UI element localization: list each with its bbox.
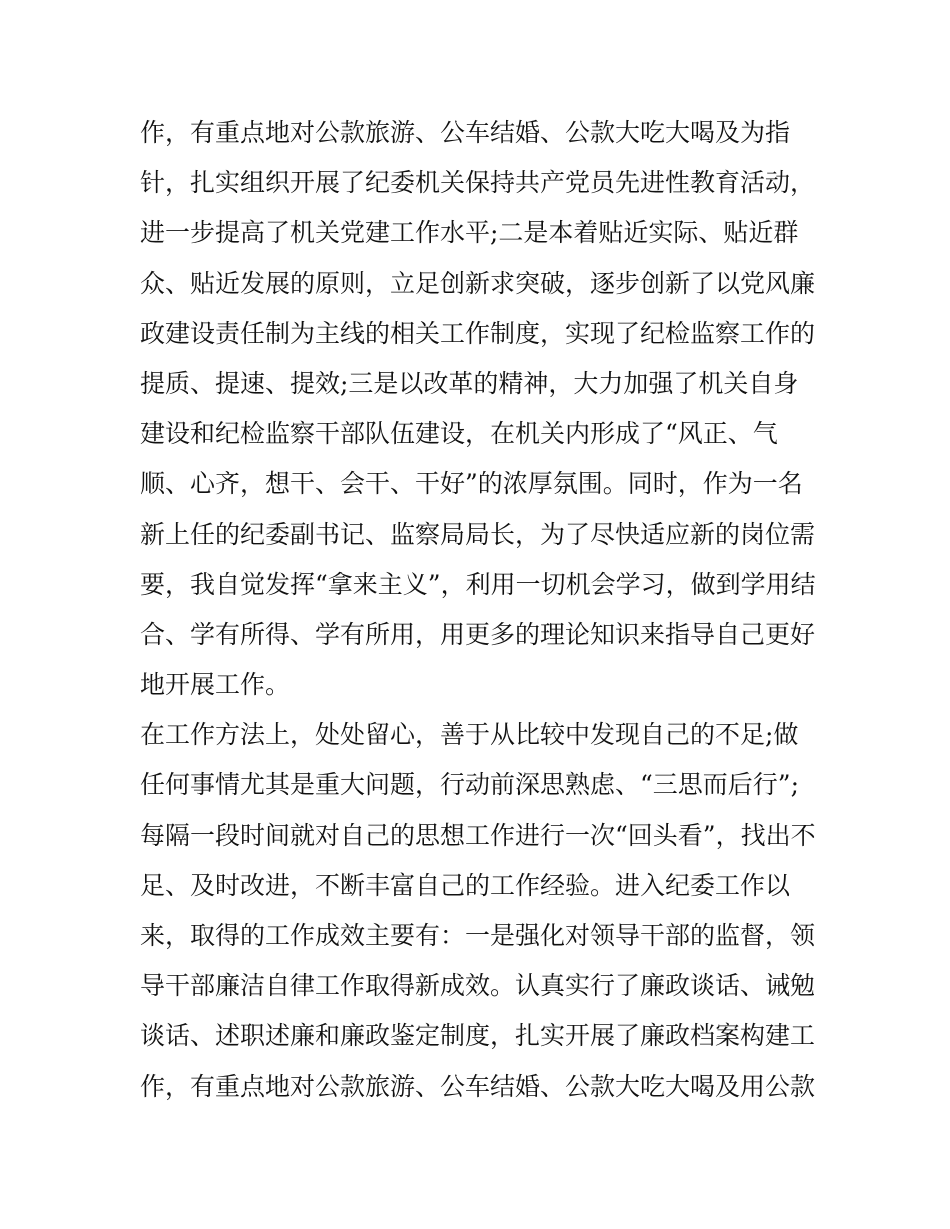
text-line: 任何事情尤其是重大问题，行动前深思熟虑、“三思而后行”; [140, 770, 799, 800]
text-line: 新上任的纪委副书记、监察局局长，为了尽快适应新的岗位需 [140, 519, 816, 549]
text-line: 来，取得的工作成效主要有：一是强化对领导干部的监督，领 [140, 921, 816, 950]
document-body [140, 108, 820, 1112]
paragraph-2 [140, 710, 820, 1112]
text-line: 作，有重点地对公款旅游、公车结婚、公款大吃大喝及用公款 [140, 1071, 816, 1101]
text-line: 导干部廉洁自律工作取得新成效。认真实行了廉政谈话、诫勉 [140, 971, 816, 1001]
text-line: 作，有重点地对公款旅游、公车结婚、公款大吃大喝及为指 [140, 118, 791, 147]
text-line: 政建设责任制为主线的相关工作制度，实现了纪检监察工作的 [140, 318, 816, 348]
text-line: 谈话、述职述廉和廉政鉴定制度，扎实开展了廉政档案构建工 [140, 1021, 816, 1051]
text-line: 足、及时改进，不断丰富自己的工作经验。进入纪委工作以 [140, 870, 791, 900]
text-line: 在工作方法上，处处留心，善于从比较中发现自己的不足;做 [140, 720, 799, 750]
text-line: 合、学有所得、学有所用，用更多的理论知识来指导自己更好 [140, 619, 816, 649]
text-line: 要，我自觉发挥“拿来主义”，利用一切机会学习，做到学用结 [140, 569, 816, 599]
text-line: 地开展工作。 [140, 670, 291, 700]
text-line: 每隔一段时间就对自己的思想工作进行一次“回头看”，找出不 [140, 820, 816, 850]
text-line: 进一步提高了机关党建工作水平;二是本着贴近实际、贴近群 [140, 218, 799, 248]
text-line: 提质、提速、提效;三是以改革的精神，大力加强了机关自身 [140, 368, 799, 398]
text-line: 针，扎实组织开展了纪委机关保持共产党员先进性教育活动， [140, 168, 816, 198]
text-line: 众、贴近发展的原则，立足创新求突破，逐步创新了以党风廉 [140, 268, 816, 298]
paragraph-1 [140, 108, 820, 710]
text-line: 顺、心齐，想干、会干、干好”的浓厚氛围。同时，作为一名 [140, 469, 803, 499]
text-line: 建设和纪检监察干部队伍建设，在机关内形成了“风正、气 [140, 419, 778, 449]
